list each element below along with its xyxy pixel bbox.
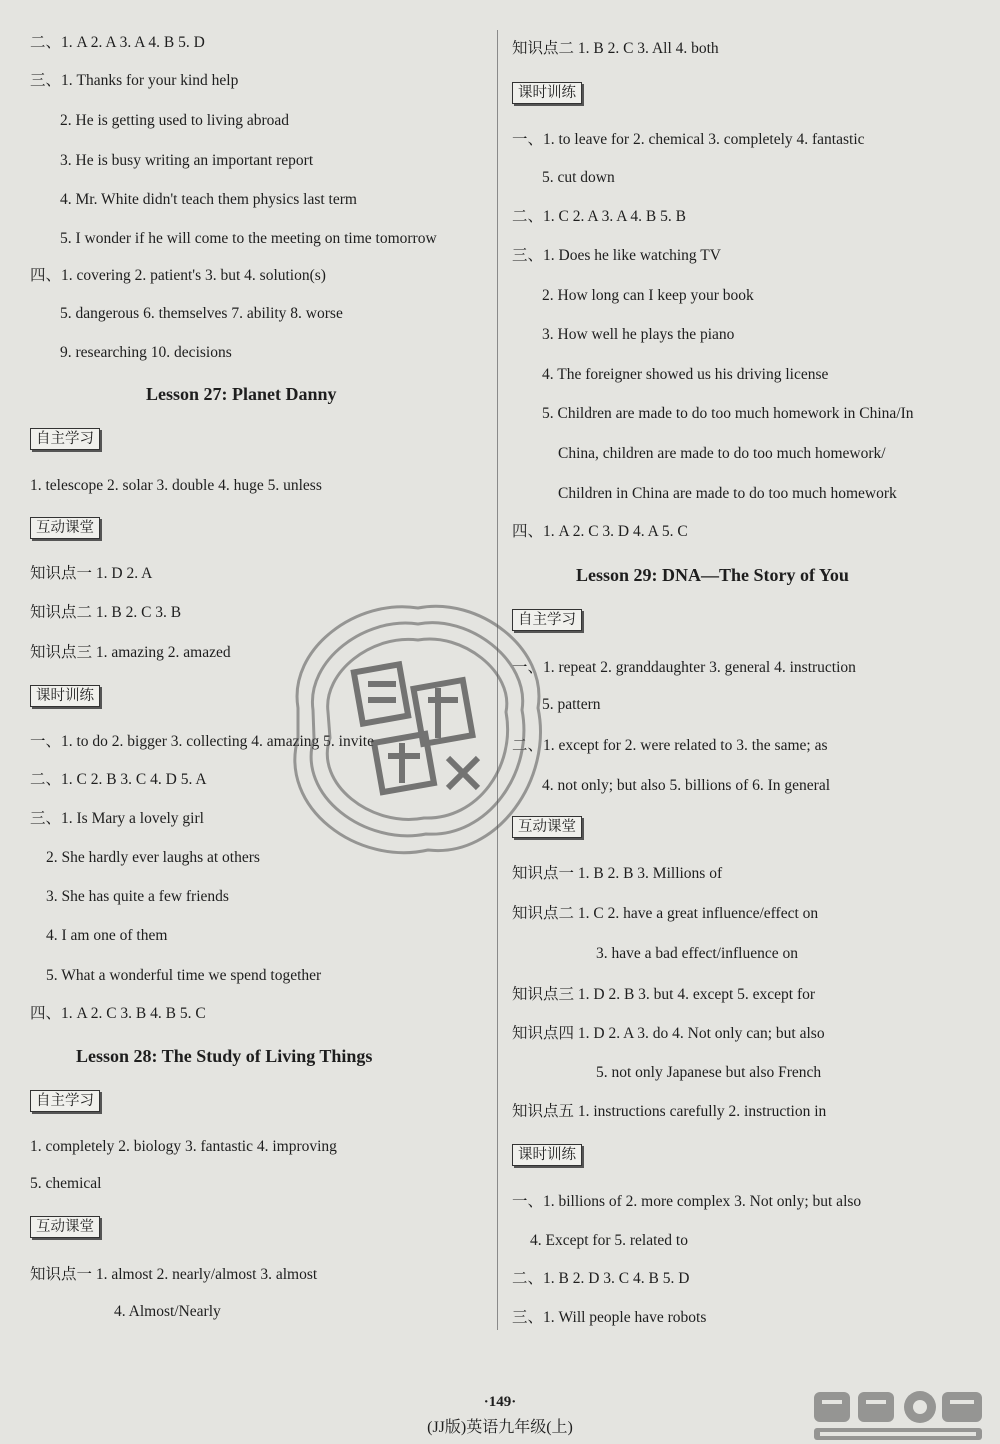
page-number: ·149·: [483, 1394, 517, 1410]
answer-line: 1. telescope 2. solar 3. double 4. huge 5. unless: [30, 477, 322, 494]
answer-line: 知识点一 1. almost 2. nearly/almost 3. almost: [30, 1266, 318, 1283]
answer-line: 二、1. C 2. A 3. A 4. B 5. B: [512, 208, 686, 225]
answer-line: 9. researching 10. decisions: [60, 344, 232, 361]
answer-line: 4. I am one of them: [46, 927, 168, 944]
answer-line: 5. Children are made to do too much homework in China/In: [542, 405, 914, 422]
answer-line: 4. Except for 5. related to: [530, 1232, 688, 1249]
answer-line: 4. Almost/Nearly: [114, 1303, 221, 1320]
section-tag: 自主学习: [30, 1090, 100, 1112]
lesson-heading: Lesson 28: The Study of Living Things: [76, 1046, 373, 1066]
section-tag: 课时训练: [512, 82, 582, 104]
answer-line: Children in China are made to do too much homework: [558, 485, 897, 502]
section-tag: 课时训练: [512, 1144, 582, 1166]
answer-line: 3. He is busy writing an important report: [60, 152, 314, 169]
answer-line: 知识点二 1. B 2. C 3. B: [30, 604, 182, 621]
answer-line: 二、1. except for 2. were related to 3. the same; as: [512, 737, 828, 754]
section-tag: 课时训练: [30, 685, 100, 707]
answer-line: 5. dangerous 6. themselves 7. ability 8. worse: [60, 305, 343, 322]
answer-line: 4. The foreigner showed us his driving license: [542, 366, 829, 383]
answer-line: 知识点二 1. B 2. C 3. All 4. both: [512, 40, 719, 57]
book-title: (JJ版)英语九年级(上): [427, 1419, 573, 1436]
answer-line: 知识点二 1. C 2. have a great influence/effect on: [512, 905, 819, 922]
answer-line: 5. chemical: [30, 1175, 102, 1192]
answer-line: 三、1. Will people have robots: [512, 1309, 707, 1326]
answer-line: 5. I wonder if he will come to the meeting on time tomorrow: [60, 230, 437, 247]
answer-line: 5. pattern: [542, 696, 601, 713]
lesson-heading: Lesson 29: DNA—The Story of You: [576, 565, 849, 585]
answer-line: 2. He is getting used to living abroad: [60, 112, 290, 129]
answer-line: 四、1. covering 2. patient's 3. but 4. solution(s): [30, 267, 326, 284]
answer-line: 知识点一 1. B 2. B 3. Millions of: [512, 865, 723, 882]
answer-line: 2. How long can I keep your book: [542, 287, 754, 304]
section-tag: 互动课堂: [30, 517, 100, 539]
answer-line: 知识点三 1. D 2. B 3. but 4. except 5. except for: [512, 986, 816, 1003]
answer-line: 知识点三 1. amazing 2. amazed: [30, 644, 231, 661]
answer-line: 一、1. billions of 2. more complex 3. Not only; but also: [512, 1193, 862, 1210]
answer-line: 3. have a bad effect/influence on: [596, 945, 798, 962]
answer-line: 1. completely 2. biology 3. fantastic 4. improving: [30, 1138, 337, 1155]
answer-line: 5. not only Japanese but also French: [596, 1064, 822, 1081]
section-tag: 互动课堂: [512, 816, 582, 838]
answer-line: 三、1. Thanks for your kind help: [30, 72, 239, 89]
answer-line: 3. How well he plays the piano: [542, 326, 735, 343]
section-tag: 互动课堂: [30, 1216, 100, 1238]
section-tag: 自主学习: [512, 609, 582, 631]
answer-line: 2. She hardly ever laughs at others: [46, 849, 260, 866]
answer-line: 5. cut down: [542, 169, 615, 186]
answer-line: China, children are made to do too much homework/: [558, 445, 886, 462]
answer-line: 3. She has quite a few friends: [46, 888, 229, 905]
answer-line: 二、1. B 2. D 3. C 4. B 5. D: [512, 1270, 690, 1287]
answer-line: 知识点五 1. instructions carefully 2. instruction in: [512, 1103, 827, 1120]
lesson-heading: Lesson 27: Planet Danny: [146, 384, 337, 404]
site-watermark-logo: [808, 1388, 994, 1444]
answer-line: 知识点一 1. D 2. A: [30, 565, 153, 582]
answer-line: 一、1. repeat 2. granddaughter 3. general 4. instruction: [512, 659, 856, 676]
answer-line: 二、1. C 2. B 3. C 4. D 5. A: [30, 771, 207, 788]
answer-line: 四、1. A 2. C 3. D 4. A 5. C: [512, 523, 688, 540]
watermark-stamp: [268, 588, 558, 868]
answer-line: 4. not only; but also 5. billions of 6. In general: [542, 777, 831, 794]
answer-line: 三、1. Is Mary a lovely girl: [30, 810, 204, 827]
answer-line: 知识点四 1. D 2. A 3. do 4. Not only can; but also: [512, 1025, 825, 1042]
answer-line: 4. Mr. White didn't teach them physics last term: [60, 191, 357, 208]
answer-line: 5. What a wonderful time we spend together: [46, 967, 322, 984]
answer-line: 二、1. A 2. A 3. A 4. B 5. D: [30, 34, 205, 51]
section-tag: 自主学习: [30, 428, 100, 450]
answer-line: 一、1. to leave for 2. chemical 3. completely 4. fantastic: [512, 131, 865, 148]
answer-line: 四、1. A 2. C 3. B 4. B 5. C: [30, 1005, 206, 1022]
answer-line: 一、1. to do 2. bigger 3. collecting 4. amazing 5. invite: [30, 733, 374, 750]
answer-line: 三、1. Does he like watching TV: [512, 247, 721, 264]
